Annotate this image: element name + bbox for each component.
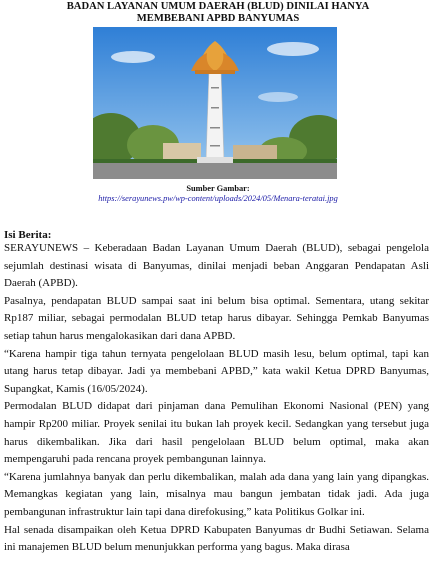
article-title: [0, 1, 436, 25]
title-line-2: MEMBEBANI APBD BANYUMAS: [136, 13, 300, 24]
article-paragraph: “Karena hampir tiga tahun ternyata pengelolaan BLUD masih lesu, belum optimal, tapi kan utang harus tetap dibayar. Jadi ya membebani APBD,” kata wakil Ketua DPRD Banyumas, Supangkat, Kamis (16/05/2024).: [4, 347, 429, 395]
image-source-label: Sumber Gambar:: [186, 184, 250, 193]
menara-teratai-photo: [93, 27, 337, 179]
article-paragraph: Pasalnya, pendapatan BLUD sampai saat ini belum bisa optimal. Sementara, utang sekitar Rp187 miliar, sebagai permodalan BLUD tetap harus dibayar. Sehingga Pemkab Banyumas setiap tahun harus mengalokasikan dari dana APBD.: [4, 294, 429, 342]
article-paragraph: Hal senada disampaikan oleh Ketua DPRD Kabupaten Banyumas dr Budhi Setiawan. Selama ini manajemen BLUD belum menunjukkan performa yang bagus. Maka dirasa: [4, 523, 429, 554]
article-paragraph: “Karena jumlahnya banyak dan perlu dikembalikan, malah ada dana yang lain yang dipangkas. Memangkas kegiatan yang lain, misalnya mau bangun jembatan tidak jadi. Ada juga pembangunan infrastruktur lain tapi dana direfokusing,” kata Politikus Golkar ini.: [4, 470, 429, 518]
section-heading: Isi Berita:: [4, 229, 52, 241]
image-source-url[interactable]: https://serayunews.pw/wp-content/uploads/2024/05/Menara-teratai.jpg: [98, 194, 338, 203]
title-line-1: BADAN LAYANAN UMUM DAERAH (BLUD) DINILAI HANYA: [66, 1, 370, 12]
article-body: [4, 240, 429, 557]
article-paragraph: Permodalan BLUD didapat dari pinjaman dana Pemulihan Ekonomi Nasional (PEN) yang hampir Rp200 miliar. Proyek senilai itu bukan lah proyek kecil. Sedangkan yang tersebut juga harus dikembalikan. Jika dari hasil pengelolaan BLUD belum optimal, maka akan mempengaruhi pada rencana proyek pembangunan lainnya.: [4, 400, 429, 466]
article-paragraph: SERAYUNEWS – Keberadaan Badan Layanan Umum Daerah (BLUD), sebagai pengelola sejumlah destinasi wisata di Banyumas, dinilai menjadi beban Anggaran Pendapatan Asli Daerah (APBD).: [4, 242, 429, 290]
